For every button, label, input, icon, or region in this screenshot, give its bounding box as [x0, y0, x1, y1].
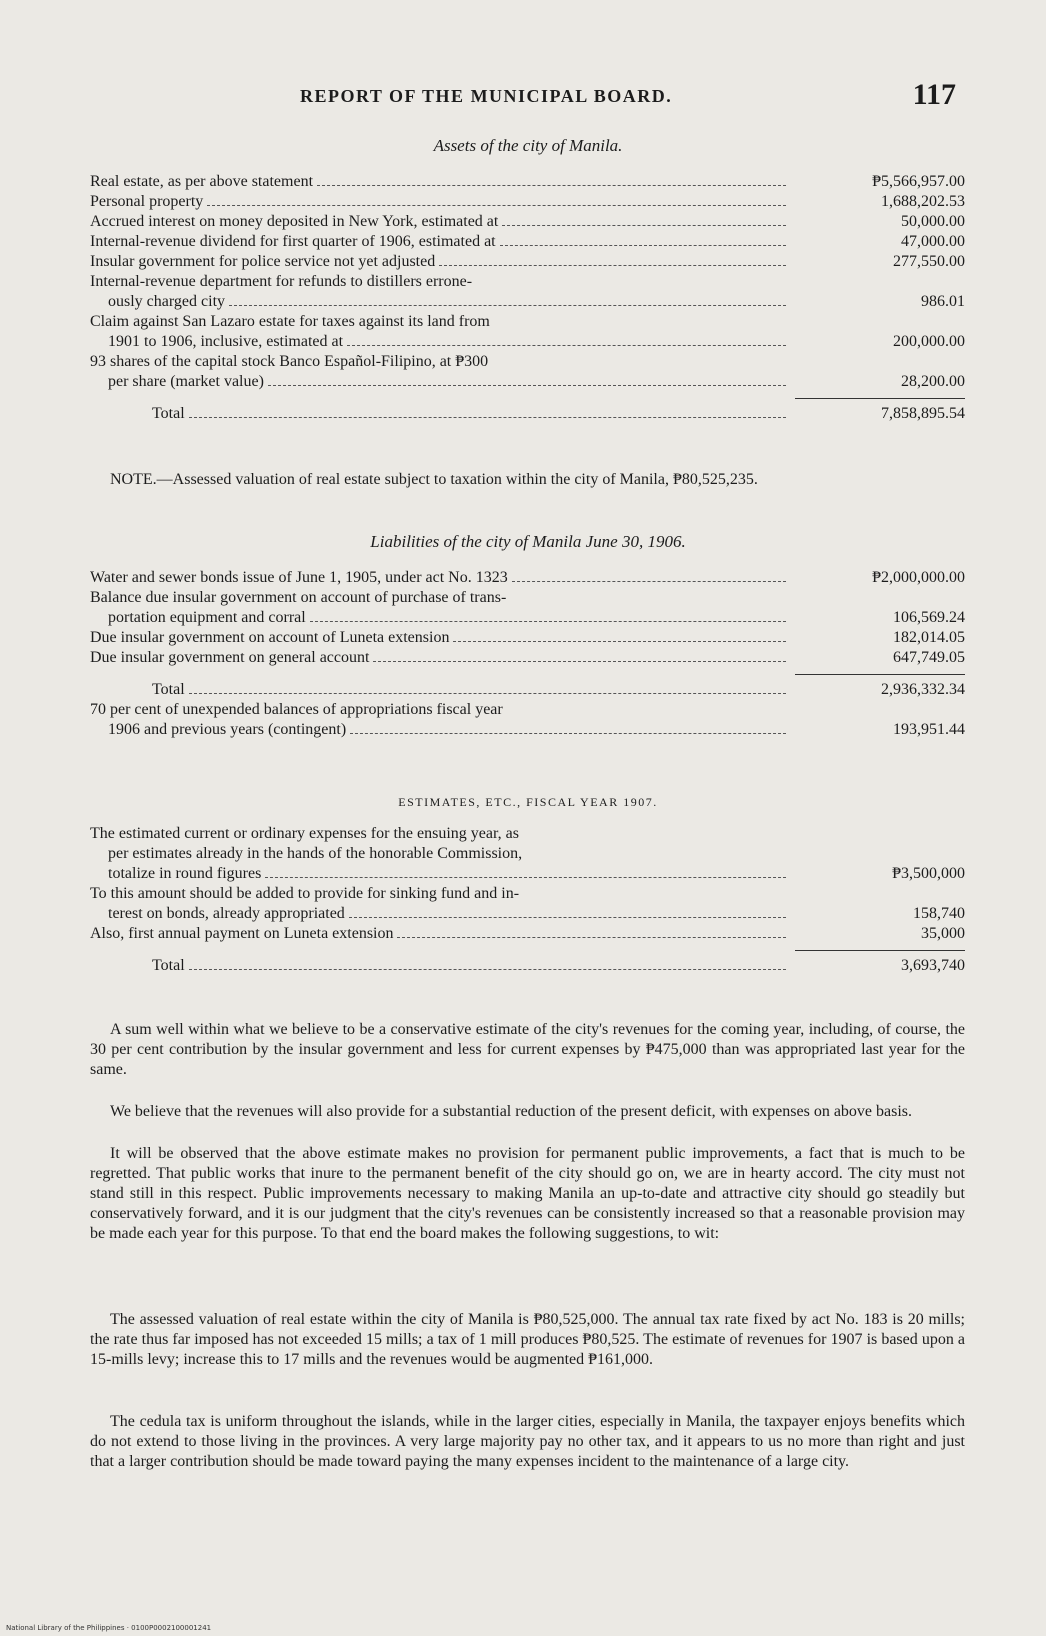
row-label: totalize in round figures [108, 865, 262, 882]
dot-leader [349, 917, 786, 918]
dot-leader [439, 265, 786, 266]
dot-leader [347, 345, 786, 346]
dot-leader [229, 305, 786, 306]
row-label: Internal-revenue department for refunds to distillers errone- [90, 273, 473, 290]
row-label: ously charged city [108, 293, 226, 310]
running-head [90, 78, 966, 118]
body-paragraph: It will be observed that the above estimate makes no provision for permanent public improvements, a fact that is much to be regretted. That public works that inure to the permanent benefit of the city should go on, we are in hearty accord. The city must not stand still in this respect. Public improvements necessary to making Manila an up-to-date and attractive city should go steadily but conservatively forward, and it is our judgment that the city's revenues can be consistently increased so that a reasonable provision may be made each year for this purpose. To that end the board makes the following suggestions, to wit: [90, 1145, 965, 1242]
page-number: 117 [912, 78, 956, 111]
row-amount: 3,693,740 [901, 957, 965, 974]
row-amount: 193,951.44 [893, 721, 965, 738]
dot-leader [310, 621, 786, 622]
sum-rule [90, 944, 965, 956]
ledger-row [90, 924, 965, 944]
row-amount: ₱3,500,000 [892, 865, 965, 882]
footer-mark: National Library of the Philippines · 0100P0002100001241 [6, 1624, 212, 1632]
row-label: Accrued interest on money deposited in New York, estimated at [90, 213, 499, 230]
row-label: 93 shares of the capital stock Banco Español-Filipino, at ₱300 [90, 353, 489, 370]
row-label: Real estate, as per above statement [90, 173, 314, 190]
row-amount: 277,550.00 [893, 253, 965, 270]
dot-leader [350, 733, 786, 734]
ledger-row [90, 172, 965, 192]
row-amount: 647,749.05 [893, 649, 965, 666]
ledger-row [90, 352, 965, 392]
total-row [90, 404, 965, 424]
dot-leader [317, 185, 786, 186]
ledger-row [90, 568, 965, 588]
estimates-heading: ESTIMATES, ETC., FISCAL YEAR 1907. [398, 795, 658, 809]
row-label: Internal-revenue dividend for first quarter of 1906, estimated at [90, 233, 496, 250]
row-label: 70 per cent of unexpended balances of appropriations fiscal year [90, 701, 503, 718]
dot-leader [453, 641, 786, 642]
dot-leader [502, 225, 786, 226]
row-amount: ₱5,566,957.00 [872, 173, 965, 190]
assets-ledger [90, 172, 965, 424]
row-amount: 1,688,202.53 [881, 193, 965, 210]
body-paragraph: The cedula tax is uniform throughout the islands, while in the larger cities, especially in Manila, the taxpayer enjoys benefits which do not extend to those living in the provinces. A very large majority pay no other tax, and it appears to us no more than right and just that a larger contribution should be made toward paying the many expenses incident to the maintenance of a large city. [90, 1413, 965, 1470]
ledger-row [90, 312, 965, 352]
sum-rule [90, 392, 965, 404]
dot-leader [189, 693, 786, 694]
ledger-row [90, 252, 965, 272]
total-row [90, 956, 965, 976]
ledger-row [90, 648, 965, 668]
ledger-row [90, 192, 965, 212]
row-label: Claim against San Lazaro estate for taxes against its land from [90, 313, 490, 330]
row-amount: 986.01 [921, 293, 965, 310]
dot-leader [265, 877, 786, 878]
row-label: portation equipment and corral [108, 609, 306, 626]
row-label: Due insular government on general account [90, 649, 370, 666]
dot-leader [189, 417, 786, 418]
row-amount: 182,014.05 [893, 629, 965, 646]
total-row [90, 680, 965, 700]
row-label: Balance due insular government on account of purchase of trans- [90, 589, 507, 606]
ledger-row [90, 232, 965, 252]
dot-leader [397, 937, 786, 938]
row-label: 1901 to 1906, inclusive, estimated at [108, 333, 344, 350]
row-label: Water and sewer bonds issue of June 1, 1905, under act No. 1323 [90, 569, 508, 586]
dot-leader [189, 969, 786, 970]
row-label: Due insular government on account of Luneta extension [90, 629, 450, 646]
row-amount: 106,569.24 [893, 609, 965, 626]
ledger-row [90, 700, 965, 740]
row-amount: 200,000.00 [893, 333, 965, 350]
row-label: The estimated current or ordinary expenses for the ensuing year, as [90, 825, 519, 842]
body-paragraph: The assessed valuation of real estate within the city of Manila is ₱80,525,000. The annual tax rate fixed by act No. 183 is 20 mills; the rate thus far imposed has not exceeded 15 mills; a tax of 1 mill produces ₱80,525. The estimate of revenues for 1907 is based upon a 15-mills levy; increase this to 17 mills and the revenues would be augmented ₱161,000. [90, 1311, 965, 1368]
estimates-ledger [90, 824, 965, 976]
assets-note: NOTE.—Assessed valuation of real estate subject to taxation within the city of Manila, ₱80,525,235. [110, 471, 758, 488]
sum-rule [90, 668, 965, 680]
dot-leader [373, 661, 786, 662]
row-label: Personal property [90, 193, 204, 210]
row-label: 1906 and previous years (contingent) [108, 721, 347, 738]
liabilities-ledger [90, 568, 965, 740]
row-amount: 35,000 [921, 925, 965, 942]
body-paragraph: A sum well within what we believe to be a conservative estimate of the city's revenues for the coming year, including, of course, the 30 per cent contribution by the insular government and less for current expenses by ₱475,000 than was appropriated last year for the same. [90, 1021, 965, 1078]
row-label: terest on bonds, already appropriated [108, 905, 345, 922]
row-label: per estimates already in the hands of the honorable Commission, [108, 845, 523, 862]
running-title: REPORT OF THE MUNICIPAL BOARD. [300, 86, 673, 106]
row-amount: 2,936,332.34 [881, 681, 965, 698]
dot-leader [512, 581, 786, 582]
row-amount: ₱2,000,000.00 [872, 569, 965, 586]
ledger-row [90, 824, 965, 884]
row-amount: 28,200.00 [901, 373, 965, 390]
liabilities-heading: Liabilities of the city of Manila June 30, 1906. [370, 532, 686, 551]
row-label: Also, first annual payment on Luneta extension [90, 925, 394, 942]
row-label: Total [152, 957, 185, 974]
row-amount: 158,740 [913, 905, 965, 922]
ledger-row [90, 588, 965, 628]
row-label: Total [152, 681, 185, 698]
ledger-row [90, 212, 965, 232]
row-label: per share (market value) [108, 373, 264, 390]
assets-heading: Assets of the city of Manila. [433, 136, 623, 155]
row-amount: 7,858,895.54 [881, 405, 965, 422]
row-amount: 47,000.00 [901, 233, 965, 250]
body-paragraph: We believe that the revenues will also provide for a substantial reduction of the present deficit, with expenses on above basis. [110, 1103, 913, 1120]
ledger-row [90, 272, 965, 312]
dot-leader [268, 385, 786, 386]
ledger-row [90, 884, 965, 924]
row-label: Insular government for police service not yet adjusted [90, 253, 436, 270]
dot-leader [207, 205, 786, 206]
dot-leader [500, 245, 786, 246]
row-label: Total [152, 405, 185, 422]
ledger-row [90, 628, 965, 648]
row-amount: 50,000.00 [901, 213, 965, 230]
row-label: To this amount should be added to provide for sinking fund and in- [90, 885, 520, 902]
